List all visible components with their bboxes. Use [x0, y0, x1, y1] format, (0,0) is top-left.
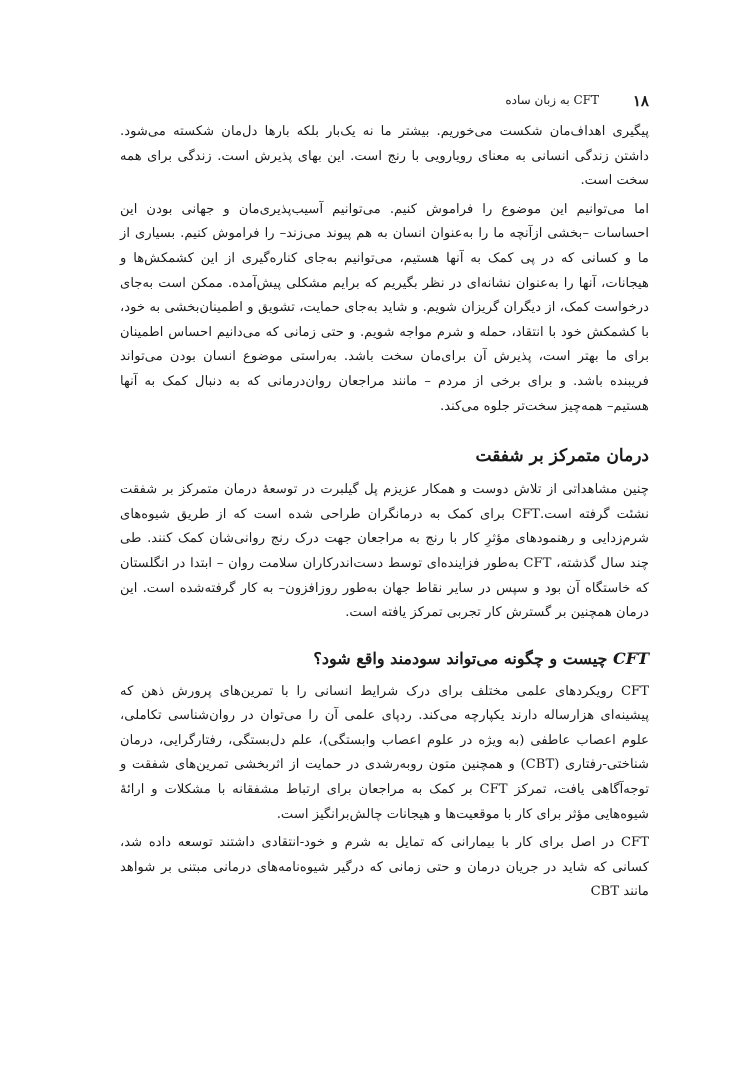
subsection-heading: [120, 646, 649, 672]
heading-text: چیست و چگونه می‌تواند سودمند واقع شود؟: [313, 648, 608, 668]
section-heading: درمان متمرکز بر شفقت: [475, 446, 649, 467]
body-paragraph: چنین مشاهداتی از تلاش دوست و همکار عزیزم پل گیلبرت در توسعهٔ درمان متمرکز بر شفقت نشئت گرفته است.CFT برای کمک به درمانگران طراحی شده است که از طریق شیوه‌های شرم‌زدایی و رهنمودهای مؤثرِ کار با رنج به مراجعان جهت درک رنج روانی‌شان کمک کنند. طی چند سال گذشته، CFT به‌طور فزاینده‌ای توسط دست‌اندرکاران سلامت روان – ابتدا در انگلستان که خاستگاه آن بود و سپس در سایر نقاط جهان به‌طور روزافزون– به کار گرفته‌شده است. این درمان همچنین بر گسترش کار تجربی تمرکز یافته است.: [120, 482, 649, 621]
body-paragraph: CFT رویکردهای علمی مختلف برای درک شرایط انسانی را با تمرین‌های پرورش ذهن که پیشینه‌ای هزارساله دارند یکپارچه می‌کند. ردپای علمی آن را می‌توان در روان‌شناسی تکاملی، علوم اعصاب عاطفی (به ویژه در علوم اعصاب وابستگی)، علم دل‌بستگی، رفتارگرایی، درمان شناختی-رفتاری (CBT) و همچنین متون روبه‌رشدی در حمایت از اثربخشی تمرین‌های شفقت و توجه‌آگاهی یافت، تمرکز CFT بر کمک به مراجعان برای ارتباط مشفقانه با مشکلات و ارائهٔ شیوه‌هایی مؤثر برای کار با موقعیت‌ها و هیجانات چالش‌برانگیز است.: [120, 683, 649, 822]
heading-acronym: CFT: [613, 648, 649, 668]
page-number: ۱۸: [632, 92, 649, 110]
page-body: [120, 120, 649, 909]
running-title: CFT به زبان ساده: [505, 93, 599, 107]
running-header: [120, 92, 649, 112]
body-paragraph: CFT در اصل برای کار با بیمارانی که تمایل به شرم و خود-انتقادی داشتند توسعه داده شد، کسانی که شاید در جریان درمان و حتی زمانی که درگیر شیوه‌نامه‌های درمانی مبتنی بر شواهد مانند CBT: [120, 835, 649, 900]
body-paragraph: اما می‌توانیم این موضوع را فراموش کنیم. می‌توانیم آسیب‌پذیری‌مان و جهانی بودن این احساسات –بخشی ازآنچه ما را به‌عنوان انسان به هم پیوند می‌زند– را فراموش کنیم. بسیاری از ما و کسانی که در پی کمک به آنها هستیم، می‌توانیم به‌جای کناره‌گیری از این کشمکش‌ها و هیجانات، آنها را به‌عنوان نشانه‌ای در نظر بگیریم که برایم مشکلی پیش‌آمده. ممکن است به‌جای درخواست کمک، از دیگران گریزان شویم. و شاید به‌جای حمایت، تشویق و اطمینان‌بخشی به خود، با کشمکش خود با انتقاد، حمله و شرم مواجه شویم. و حتی زمانی که می‌دانیم احساس اطمینان برای ما بهتر است، پذیرش آن برای‌مان سخت باشد. به‌راستی موضوع انسان بودن می‌تواند فریبنده باشد. و برای برخی از مردم – مانند مراجعان روان‌درمانی که به دنبال کمک به آنها هستیم– همه‌چیز سخت‌تر جلوه می‌کند.: [120, 201, 649, 414]
body-paragraph: پیگیری اهداف‌مان شکست می‌خوریم. بیشتر ما نه یک‌بار بلکه بارها دل‌مان شکسته می‌شود. داشتن زندگی انسانی به معنای رویارویی با رنج است. این بهای پذیرش است. زندگی برای همه سخت است.: [120, 124, 649, 189]
